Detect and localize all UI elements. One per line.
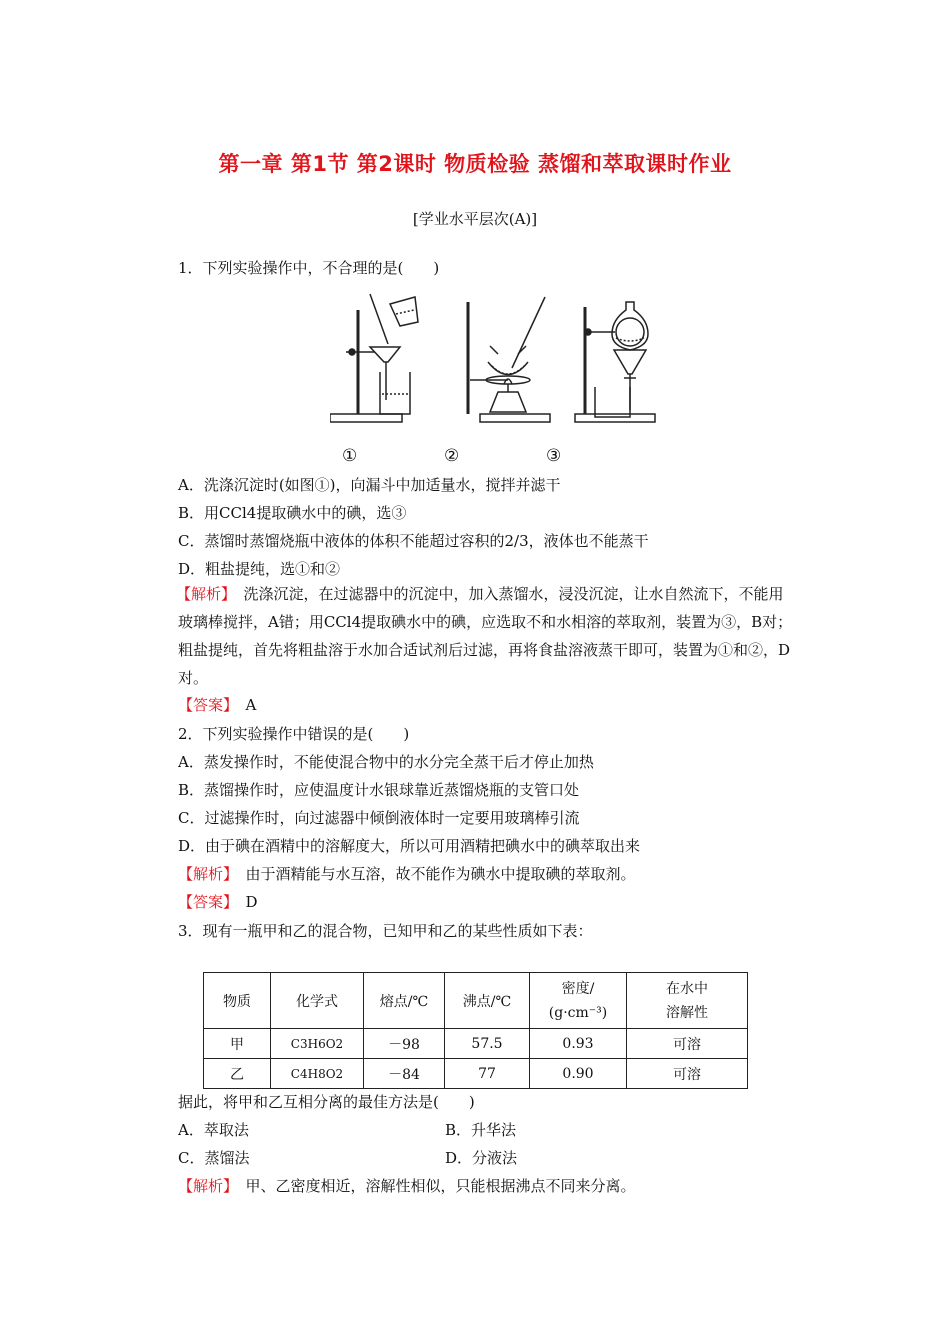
- q2-answer: D: [245, 893, 258, 911]
- evaporation-apparatus: [468, 297, 550, 422]
- q3-option-b: B．升华法: [445, 1121, 517, 1139]
- properties-table: [203, 972, 748, 1089]
- q2-option-a: A．蒸发操作时，不能使混合物中的水分完全蒸干后才停止加热: [178, 753, 594, 771]
- table-cell: －84: [364, 1059, 445, 1089]
- q2-stem: 2．下列实验操作中错误的是( ): [178, 725, 410, 743]
- q2-answer-block: [178, 892, 258, 912]
- q1-analysis-text: 洗涤沉淀，在过滤器中的沉淀中，加入蒸馏水，浸没沉淀，让水自然流下，不能用玻璃棒搅拌，A错；用CCl4提取碘水中的碘，应选取不和水相溶的萃取剂，装置为③，B对；粗盐提纯，首先将粗盐溶于水加合适试剂后过滤，再将食盐溶液蒸干即可，装置为①和②，D对。: [178, 585, 793, 687]
- table-cell: 57.5: [445, 1029, 530, 1059]
- q1-option-c: C．蒸馏时蒸馏烧瓶中液体的体积不能超过容积的2/3，液体也不能蒸干: [178, 532, 649, 550]
- table-cell: C4H8O2: [271, 1059, 364, 1089]
- page-title: 第一章 第1节 第2课时 物质检验 蒸馏和萃取课时作业: [218, 152, 732, 176]
- q2-option-b: B．蒸馏操作时，应使温度计水银球靠近蒸馏烧瓶的支管口处: [178, 781, 580, 799]
- q2-analysis-block: [178, 864, 636, 884]
- figure-label-1: ①: [342, 446, 358, 466]
- q3-analysis-tag: 【解析】: [178, 1177, 231, 1195]
- table-cell: 0.90: [530, 1059, 627, 1089]
- q2-option-c: C．过滤操作时，向过滤器中倾倒液体时一定要用玻璃棒引流: [178, 809, 580, 827]
- q1-stem: 1．下列实验操作中，不合理的是( ): [178, 259, 440, 277]
- q2-analysis-text: 由于酒精能与水互溶，故不能作为碘水中提取碘的萃取剂。: [245, 865, 636, 883]
- table-cell: C3H6O2: [271, 1029, 364, 1059]
- table-header-cell: 在水中 溶解性: [627, 973, 748, 1029]
- q2-option-d: D．由于碘在酒精中的溶解度大，所以可用酒精把碘水中的碘萃取出来: [178, 837, 641, 855]
- q1-answer: A: [245, 696, 257, 714]
- table-row: [204, 1059, 748, 1089]
- q3-option-d: D．分液法: [445, 1149, 518, 1167]
- apparatus-figure: [330, 292, 660, 467]
- q3-stem: 3．现有一瓶甲和乙的混合物，已知甲和乙的某些性质如下表：: [178, 922, 593, 940]
- table-row: [204, 1029, 748, 1059]
- separatory-funnel-apparatus: [575, 302, 655, 422]
- table-cell: 甲: [204, 1029, 271, 1059]
- table-cell: －98: [364, 1029, 445, 1059]
- table-cell: 可溶: [627, 1059, 748, 1089]
- q1-option-d: D．粗盐提纯，选①和②: [178, 560, 341, 578]
- q1-answer-block: [178, 695, 256, 715]
- table-cell: 乙: [204, 1059, 271, 1089]
- q1-answer-tag: 【答案】: [178, 696, 231, 714]
- figure-label-2: ②: [444, 446, 460, 466]
- figure-label-3: ③: [546, 446, 562, 466]
- q3-analysis-text: 甲、乙密度相近，溶解性相似，只能根据沸点不同来分离。: [245, 1177, 636, 1195]
- table-header-cell: 物质: [204, 973, 271, 1029]
- table-header-cell: 化学式: [271, 973, 364, 1029]
- filtration-apparatus: [330, 294, 418, 422]
- q1-option-b: B．用CCl4提取碘水中的碘，选③: [178, 504, 407, 522]
- q1-analysis-tag: 【解析】: [176, 585, 229, 603]
- table-cell: 0.93: [530, 1029, 627, 1059]
- table-cell: 可溶: [627, 1029, 748, 1059]
- q1-analysis-block: [178, 580, 798, 692]
- table-cell: 77: [445, 1059, 530, 1089]
- q3-option-c: C．蒸馏法: [178, 1149, 250, 1167]
- q1-option-a: A．洗涤沉淀时(如图①)，向漏斗中加适量水，搅拌并滤干: [178, 476, 561, 494]
- q2-analysis-tag: 【解析】: [178, 865, 231, 883]
- table-header-cell: 沸点/℃: [445, 973, 530, 1029]
- table-header-cell: 密度/ (g·cm⁻³): [530, 973, 627, 1029]
- q2-answer-tag: 【答案】: [178, 893, 231, 911]
- q3-analysis-block: [178, 1176, 636, 1196]
- q3-option-a: A．萃取法: [178, 1121, 249, 1139]
- table-header-cell: 熔点/℃: [364, 973, 445, 1029]
- q3-followup: 据此，将甲和乙互相分离的最佳方法是( ): [178, 1093, 475, 1111]
- table-header-row: [204, 973, 748, 1029]
- level-subtitle: [学业水平层次(A)]: [412, 210, 538, 228]
